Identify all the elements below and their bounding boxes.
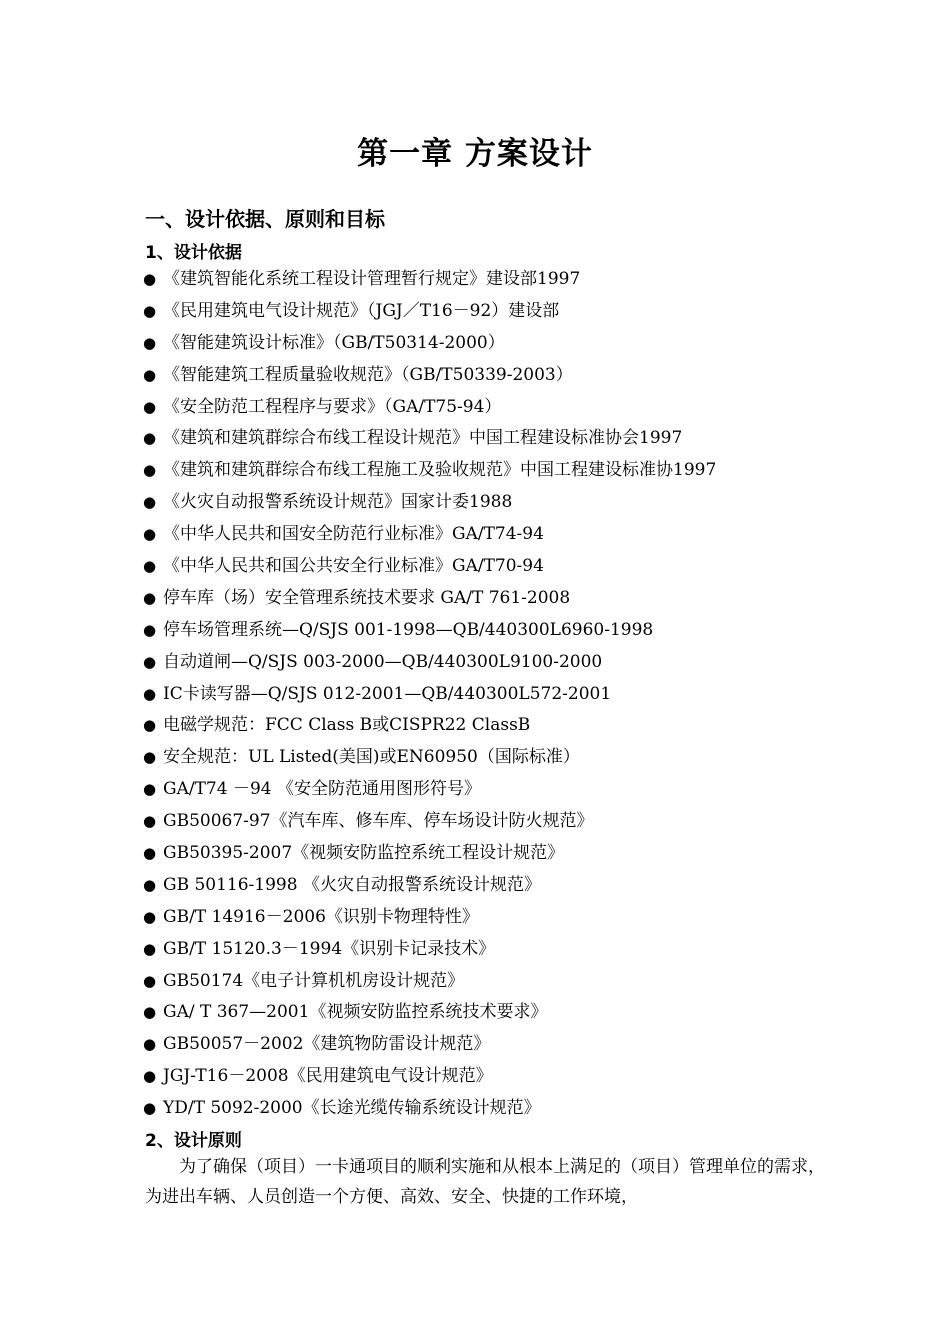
list-item xyxy=(143,934,843,966)
list-item xyxy=(143,742,843,774)
reference-text: 《智能建筑设计标准》（GB/T50314-2000） xyxy=(163,332,505,353)
list-item xyxy=(143,679,843,711)
reference-text: 《火灾自动报警系统设计规范》国家计委1988 xyxy=(163,492,513,513)
reference-text: GB50174《电子计算机机房设计规范》 xyxy=(163,970,465,991)
list-item xyxy=(143,966,843,998)
principles-paragraph: 为了确保（项目）一卡通项目的顺利实施和从根本上满足的（项目）管理单位的需求，为进出车辆、人员创造一个方便、高效、安全、快捷的工作环境， xyxy=(145,1157,825,1207)
reference-text: JGJ-T16－2008《民用建筑电气设计规范》 xyxy=(163,1066,493,1087)
bullet-icon: ● xyxy=(143,971,157,990)
design-principles-heading: 2、设计原则 xyxy=(145,1131,242,1151)
bullet-icon: ● xyxy=(143,1003,157,1022)
section-heading: 一、设计依据、原则和目标 xyxy=(145,207,385,231)
chapter-title: 第一章 方案设计 xyxy=(357,136,593,172)
list-item xyxy=(143,1061,843,1093)
reference-text: 停车场管理系统—Q/SJS 001-1998—QB/440300L6960-1998 xyxy=(163,619,654,640)
reference-text: 自动道闸—Q/SJS 003-2000—QB/440300L9100-2000 xyxy=(163,651,603,672)
reference-text: 《智能建筑工程质量验收规范》（GB/T50339-2003） xyxy=(163,364,573,385)
list-item xyxy=(143,296,843,328)
reference-text: 《建筑和建筑群综合布线工程设计规范》中国工程建设标准协会1997 xyxy=(163,428,683,449)
bullet-icon: ● xyxy=(143,525,157,544)
list-item xyxy=(143,519,843,551)
list-item xyxy=(143,392,843,424)
reference-text: 停车库（场）安全管理系统技术要求 GA/T 761-2008 xyxy=(163,587,571,608)
list-item xyxy=(143,838,843,870)
list-item xyxy=(143,328,843,360)
reference-text: 《民用建筑电气设计规范》（JGJ／T16－92）建设部 xyxy=(163,300,560,321)
bullet-icon: ● xyxy=(143,461,157,480)
bullet-icon: ● xyxy=(143,333,157,352)
list-item xyxy=(143,360,843,392)
bullet-icon: ● xyxy=(143,620,157,639)
reference-text: GB50395-2007《视频安防监控系统工程设计规范》 xyxy=(163,843,565,864)
bullet-icon: ● xyxy=(143,397,157,416)
reference-text: 电磁学规范：FCC Class B或CISPR22 ClassB xyxy=(163,715,531,736)
bullet-icon: ● xyxy=(143,875,157,894)
bullet-icon: ● xyxy=(143,588,157,607)
list-item xyxy=(143,647,843,679)
bullet-icon: ● xyxy=(143,652,157,671)
list-item xyxy=(143,455,843,487)
list-item xyxy=(143,870,843,902)
bullet-icon: ● xyxy=(143,939,157,958)
bullet-icon: ● xyxy=(143,748,157,767)
reference-text: GB/T 14916－2006《识别卡物理特性》 xyxy=(163,906,479,927)
list-item xyxy=(143,774,843,806)
bullet-icon: ● xyxy=(143,780,157,799)
reference-text: GA/T74 －94 《安全防范通用图形符号》 xyxy=(163,779,481,800)
bullet-icon: ● xyxy=(143,1067,157,1086)
list-item xyxy=(143,710,843,742)
list-item xyxy=(143,1093,843,1125)
bullet-icon: ● xyxy=(143,270,157,288)
bullet-icon: ● xyxy=(143,716,157,735)
list-item xyxy=(143,551,843,583)
bullet-icon: ● xyxy=(143,844,157,863)
reference-list xyxy=(143,264,843,1125)
reference-text: 《建筑智能化系统工程设计管理暂行规定》建设部1997 xyxy=(163,269,581,289)
bullet-icon: ● xyxy=(143,812,157,831)
reference-text: GA/ T 367—2001《视频安防监控系统技术要求》 xyxy=(163,1002,548,1023)
list-item xyxy=(143,423,843,455)
reference-text: 《安全防范工程程序与要求》（GA/T75-94） xyxy=(163,396,502,417)
bullet-icon: ● xyxy=(143,907,157,926)
bullet-icon: ● xyxy=(143,365,157,384)
reference-text: 安全规范：UL Listed(美国)或EN60950（国际标准） xyxy=(163,747,580,768)
reference-text: 《中华人民共和国安全防范行业标准》GA/T74-94 xyxy=(163,524,544,545)
reference-text: GB50057－2002《建筑物防雷设计规范》 xyxy=(163,1034,491,1055)
bullet-icon: ● xyxy=(143,1099,157,1118)
bullet-icon: ● xyxy=(143,557,157,576)
bullet-icon: ● xyxy=(143,684,157,703)
list-item xyxy=(143,583,843,615)
list-item xyxy=(143,902,843,934)
design-basis-heading: 1、设计依据 xyxy=(145,243,242,263)
list-item xyxy=(143,615,843,647)
list-item xyxy=(143,264,843,296)
reference-text: GB50067-97《汽车库、修车库、停车场设计防火规范》 xyxy=(163,811,594,832)
bullet-icon: ● xyxy=(143,493,157,512)
reference-text: 《建筑和建筑群综合布线工程施工及验收规范》中国工程建设标准协1997 xyxy=(163,460,717,481)
reference-text: 《中华人民共和国公共安全行业标准》GA/T70-94 xyxy=(163,556,544,577)
list-item xyxy=(143,1029,843,1061)
list-item xyxy=(143,997,843,1029)
reference-text: IC卡读写器—Q/SJS 012-2001—QB/440300L572-2001 xyxy=(163,683,612,704)
bullet-icon: ● xyxy=(143,429,157,448)
list-item xyxy=(143,487,843,519)
reference-text: YD/T 5092-2000《长途光缆传输系统设计规范》 xyxy=(163,1098,541,1119)
bullet-icon: ● xyxy=(143,301,157,320)
bullet-icon: ● xyxy=(143,1035,157,1054)
list-item xyxy=(143,806,843,838)
reference-text: GB 50116-1998 《火灾自动报警系统设计规范》 xyxy=(163,874,541,895)
reference-text: GB/T 15120.3－1994《识别卡记录技术》 xyxy=(163,938,496,959)
